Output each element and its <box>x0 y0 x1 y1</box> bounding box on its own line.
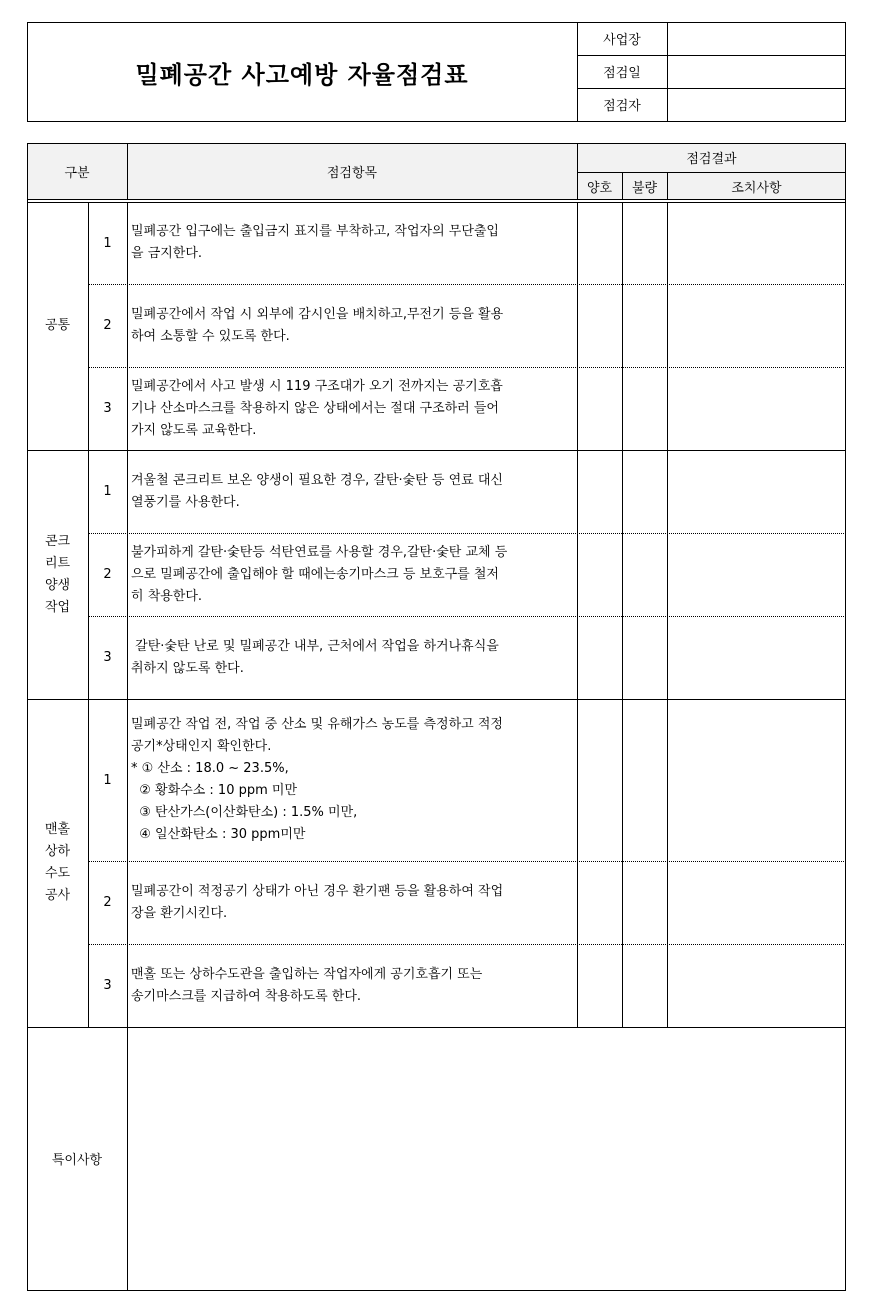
item-number: 2 <box>103 318 112 333</box>
category-label: 공사 <box>44 888 71 903</box>
good-check-cell[interactable] <box>577 944 622 1027</box>
header-action: 조치사항 <box>731 180 782 196</box>
good-check-cell[interactable] <box>577 284 622 367</box>
item-number: 1 <box>103 772 112 788</box>
good-check-cell[interactable] <box>577 367 622 450</box>
bad-check-cell[interactable] <box>622 861 667 944</box>
inspection-date-label: 점검일 <box>603 66 641 81</box>
page-title: 밀폐공간 사고예방 자율점검표 <box>135 60 469 89</box>
action-cell[interactable] <box>667 367 846 450</box>
check-item-text: 맨홀 또는 상하수도관을 출입하는 작업자에게 공기호흡기 또는 송기마스크를 지급하여 착용하도록 한다. <box>131 966 483 1004</box>
category-label: 리트 <box>44 555 71 571</box>
category-label: 작업 <box>44 599 71 615</box>
category-label: 맨홀 <box>44 822 71 837</box>
workplace-label: 사업장 <box>603 33 641 48</box>
header-good: 양호 <box>586 180 613 196</box>
category-label: 콘크 <box>44 533 71 549</box>
item-number: 2 <box>103 895 112 910</box>
inspector-label: 점검자 <box>603 99 641 114</box>
action-cell[interactable] <box>667 533 846 616</box>
category-common <box>27 202 88 450</box>
bad-check-cell[interactable] <box>622 533 667 616</box>
good-check-cell[interactable] <box>577 699 622 861</box>
remarks-field[interactable] <box>127 1027 846 1290</box>
header-result: 점검결과 <box>686 152 737 167</box>
check-item-text: 불가피하게 갈탄·숯탄등 석탄연료를 사용할 경우,갈탄·숯탄 교체 등 으로 밀폐공간에 출입해야 할 때에는송기마스크 등 보호구를 철저 히 착용한다. <box>131 544 508 604</box>
check-item-text: 밀폐공간에서 사고 발생 시 119 구조대가 오기 전까지는 공기호흡 기나 산소마스크를 착용하지 않은 상태에서는 절대 구조하러 들어 가지 않도록 교육한다. <box>131 378 503 438</box>
category-manhole-water <box>27 699 88 1027</box>
check-item-text: 밀폐공간 작업 전, 작업 중 산소 및 유해가스 농도를 측정하고 적정 공기*상태인지 확인한다. * ① 산소 : 18.0 ~ 23.5%, ② 황화수소 : 10 ppm 미만 ③ 탄산가스(이산화탄소) : 1.5% 미만, ④ 일산화탄소 : 30 ppm미만 <box>131 717 503 842</box>
item-number: 3 <box>103 401 112 416</box>
bad-check-cell[interactable] <box>622 202 667 284</box>
category-label: 수도 <box>44 866 71 881</box>
item-number: 1 <box>103 235 112 251</box>
item-number: 3 <box>103 978 112 993</box>
action-cell[interactable] <box>667 861 846 944</box>
check-item-text: 밀폐공간이 적정공기 상태가 아닌 경우 환기팬 등을 활용하여 작업 장을 환기시킨다. <box>131 883 504 921</box>
category-label: 양생 <box>44 577 71 593</box>
action-cell[interactable] <box>667 944 846 1027</box>
good-check-cell[interactable] <box>577 202 622 284</box>
action-cell[interactable] <box>667 450 846 533</box>
bad-check-cell[interactable] <box>622 284 667 367</box>
item-number: 1 <box>103 484 112 499</box>
check-item-text: 갈탄·숯탄 난로 및 밀폐공간 내부, 근처에서 작업을 하거나휴식을 취하지 않도록 한다. <box>131 638 499 676</box>
inspector-field[interactable] <box>667 88 846 121</box>
good-check-cell[interactable] <box>577 616 622 699</box>
action-cell[interactable] <box>667 202 846 284</box>
action-cell[interactable] <box>667 616 846 699</box>
check-item-text: 겨울철 콘크리트 보온 양생이 필요한 경우, 갈탄·숯탄 등 연료 대신 열풍기를 사용한다. <box>131 472 503 510</box>
bad-check-cell[interactable] <box>622 616 667 699</box>
check-item-text: 밀폐공간 입구에는 출입금지 표지를 부착하고, 작업자의 무단출입 을 금지한다. <box>131 224 499 261</box>
item-number: 2 <box>103 567 112 582</box>
header-bad: 불량 <box>631 180 658 196</box>
item-number: 3 <box>103 650 112 665</box>
header-item: 점검항목 <box>326 166 378 181</box>
category-label: 공통 <box>44 318 71 333</box>
bad-check-cell[interactable] <box>622 450 667 533</box>
bad-check-cell[interactable] <box>622 699 667 861</box>
category-label: 상하 <box>44 844 71 859</box>
remarks-label: 특이사항 <box>51 1153 103 1168</box>
bad-check-cell[interactable] <box>622 944 667 1027</box>
category-concrete-curing <box>27 450 88 699</box>
good-check-cell[interactable] <box>577 861 622 944</box>
workplace-field[interactable] <box>667 22 846 55</box>
check-item-text: 밀폐공간에서 작업 시 외부에 감시인을 배치하고,무전기 등을 활용 하여 소통할 수 있도록 한다. <box>131 306 504 344</box>
good-check-cell[interactable] <box>577 533 622 616</box>
inspection-date-field[interactable] <box>667 55 846 88</box>
good-check-cell[interactable] <box>577 450 622 533</box>
header-category: 구분 <box>64 166 90 181</box>
action-cell[interactable] <box>667 284 846 367</box>
bad-check-cell[interactable] <box>622 367 667 450</box>
action-cell[interactable] <box>667 699 846 861</box>
